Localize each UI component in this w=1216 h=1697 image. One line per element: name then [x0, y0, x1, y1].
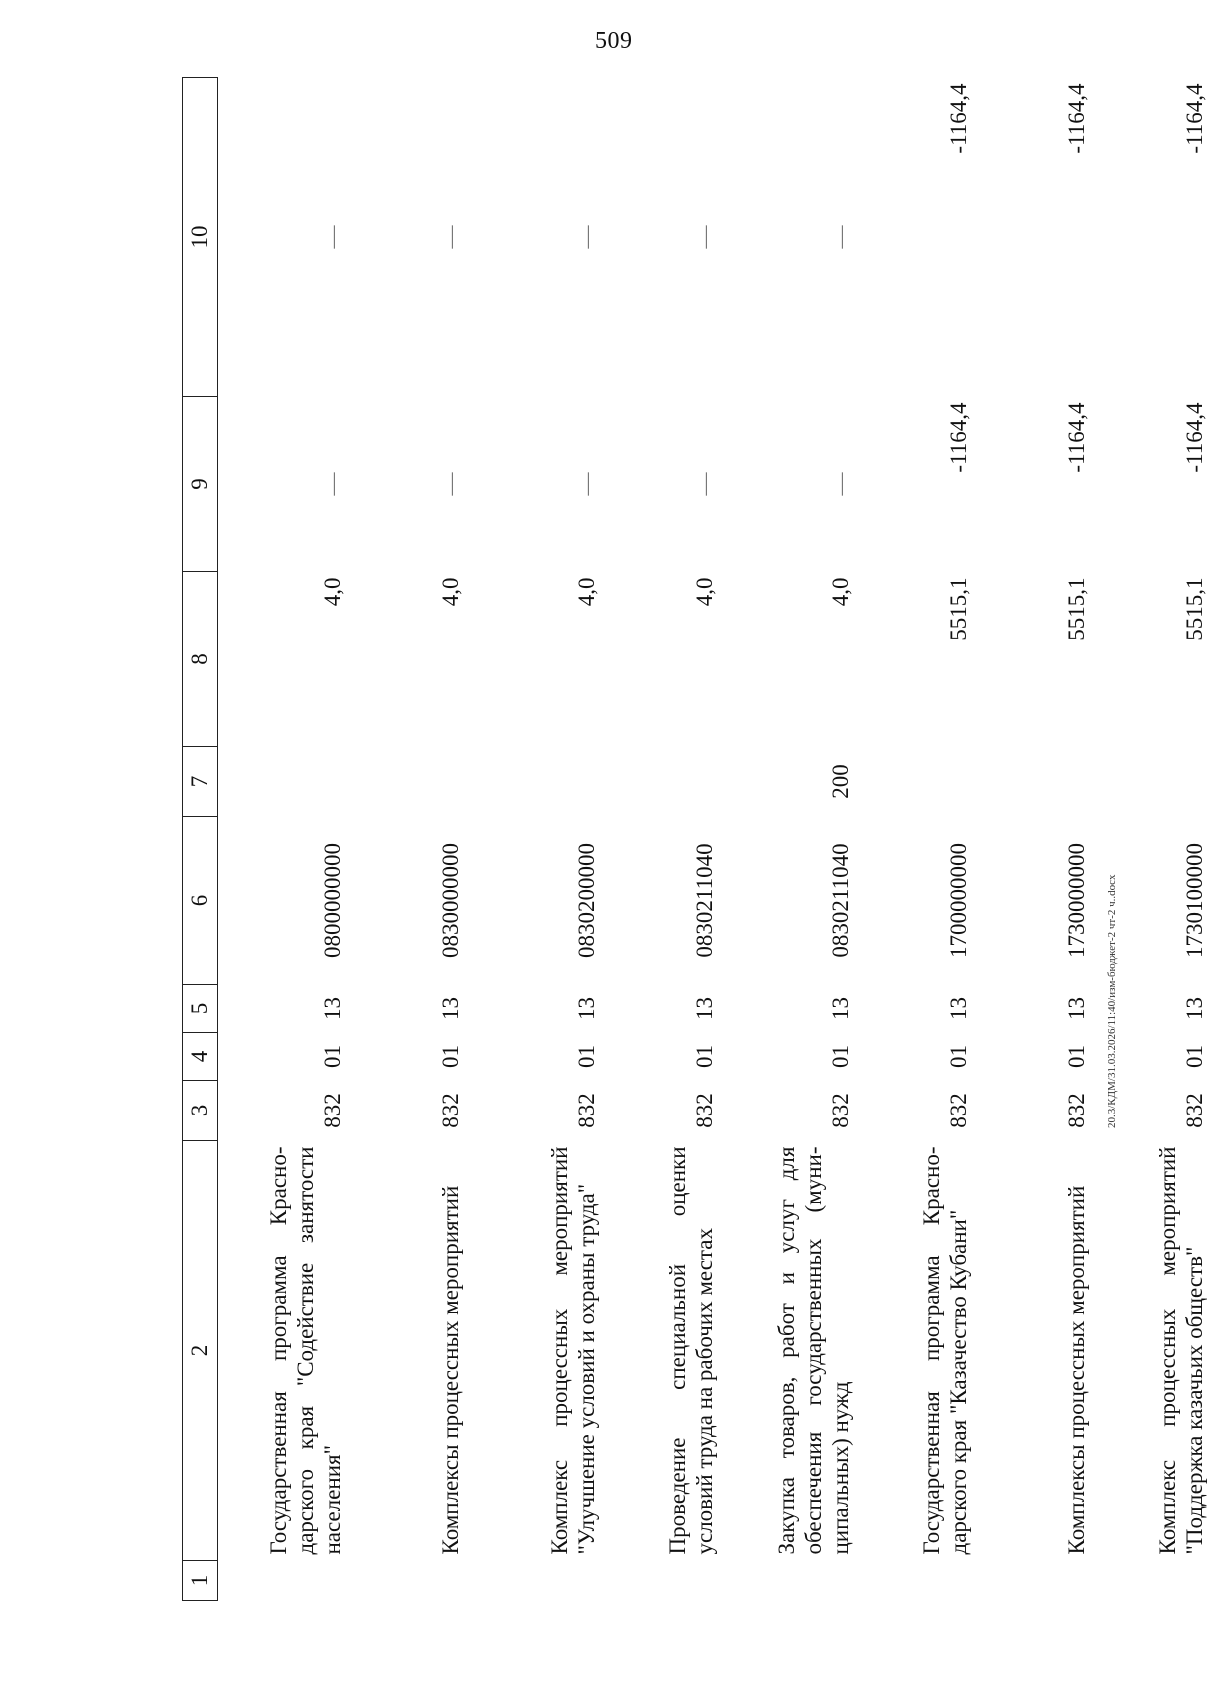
cell-col-4: 01 — [319, 1045, 345, 1068]
cell-col-9: -1164,4 — [945, 402, 971, 473]
cell-col-3: 832 — [1181, 1093, 1207, 1128]
cell-col-7 — [354, 747, 472, 817]
cell-col-7 — [608, 747, 726, 817]
cell-col-4: 01 — [945, 1045, 971, 1068]
header-col-3: 3 — [183, 1081, 218, 1141]
cell-col-7 — [1098, 747, 1216, 817]
table-row — [726, 78, 862, 1601]
cell-col-5: 13 — [437, 997, 463, 1020]
cell-col-10: — — [573, 225, 599, 249]
cell-col-6: 0830000000 — [437, 843, 463, 958]
cell-col-6: 0800000000 — [319, 843, 345, 958]
cell-col-10: -1164,4 — [1063, 83, 1089, 154]
cell-col-4: 01 — [1063, 1045, 1089, 1068]
cell-col-9: -1164,4 — [1181, 402, 1207, 473]
cell-col-9: — — [319, 472, 345, 496]
cell-col-1 — [608, 1561, 726, 1601]
cell-col-1 — [218, 1561, 355, 1601]
cell-col-3: 832 — [691, 1093, 717, 1128]
table-header-row — [183, 78, 218, 1601]
cell-col-6: 1730000000 — [1063, 843, 1089, 958]
cell-col-1 — [354, 1561, 472, 1601]
cell-col-8: 5515,1 — [1063, 577, 1089, 641]
header-col-6: 6 — [183, 817, 218, 985]
cell-col-8: 4,0 — [437, 577, 463, 607]
cell-col-3: 832 — [1063, 1093, 1089, 1128]
cell-col-9: — — [573, 472, 599, 496]
table-row — [980, 78, 1098, 1601]
cell-col-9: — — [827, 472, 853, 496]
cell-col-10: — — [827, 225, 853, 249]
cell-col-6: 0830200000 — [573, 843, 599, 958]
cell-col-7 — [218, 747, 355, 817]
cell-col-5: 13 — [827, 997, 853, 1020]
cell-col-7 — [472, 747, 608, 817]
page-number: 509 — [595, 28, 633, 54]
cell-col-1 — [472, 1561, 608, 1601]
cell-col-1 — [862, 1561, 980, 1601]
cell-col-7 — [980, 747, 1098, 817]
header-col-2: 2 — [183, 1141, 218, 1561]
cell-col-3: 832 — [573, 1093, 599, 1128]
cell-col-8: 5515,1 — [1181, 577, 1207, 641]
cell-col-8: 4,0 — [691, 577, 717, 607]
cell-col-5: 13 — [691, 997, 717, 1020]
cell-col-6: 1700000000 — [945, 843, 971, 958]
cell-col-1 — [726, 1561, 862, 1601]
cell-description: Комплекс процессных мероприятий "Поддержка казачьих обществ" — [1154, 1146, 1207, 1555]
cell-col-5: 13 — [945, 997, 971, 1020]
table-row — [608, 78, 726, 1601]
header-col-9: 9 — [183, 397, 218, 572]
cell-col-4: 01 — [437, 1045, 463, 1068]
header-col-8: 8 — [183, 572, 218, 747]
cell-col-5: 13 — [1063, 997, 1089, 1020]
header-col-4: 4 — [183, 1033, 218, 1081]
cell-col-9: — — [437, 472, 463, 496]
cell-col-3: 832 — [945, 1093, 971, 1128]
cell-description: Государственная программа Красно- дарского края "Казачество Кубани" — [918, 1146, 971, 1555]
cell-col-10: -1164,4 — [945, 83, 971, 154]
cell-col-4: 01 — [827, 1045, 853, 1068]
table-row — [354, 78, 472, 1601]
cell-col-9: -1164,4 — [1063, 402, 1089, 473]
cell-description: Закупка товаров, работ и услуг для обеспечения государственных (муни- ципальных) нужд — [773, 1146, 853, 1555]
table-row — [862, 78, 980, 1601]
cell-col-3: 832 — [827, 1093, 853, 1128]
footer-file-note-text: 20.3/КДМ/31.03.2026/11:40/изм-бюджет-2 чт-2 ч..docx — [1106, 874, 1118, 1128]
header-col-5: 5 — [183, 985, 218, 1033]
cell-col-1 — [980, 1561, 1098, 1601]
cell-col-7 — [862, 747, 980, 817]
cell-col-6: 0830211040 — [691, 843, 717, 958]
cell-col-4: 01 — [691, 1045, 717, 1068]
cell-col-6: 0830211040 — [827, 843, 853, 958]
table-row — [1098, 78, 1216, 1601]
cell-col-8: 4,0 — [827, 577, 853, 607]
cell-col-5: 13 — [1181, 997, 1207, 1020]
footer-file-note — [1106, 874, 1118, 1138]
cell-description: Комплекс процессных мероприятий "Улучшение условий и охраны труда" — [546, 1146, 599, 1555]
table-row — [472, 78, 608, 1601]
cell-col-8: 5515,1 — [945, 577, 971, 641]
cell-col-8: 4,0 — [573, 577, 599, 607]
cell-description: Проведение специальной оценки условий труда на рабочих местах — [664, 1146, 717, 1555]
cell-col-10: — — [691, 225, 717, 249]
cell-col-3: 832 — [319, 1093, 345, 1128]
cell-description: Государственная программа Красно- дарского края "Содействие занятости населения" — [265, 1146, 345, 1555]
cell-description: Комплексы процессных мероприятий — [1063, 1185, 1089, 1555]
cell-col-5: 13 — [319, 997, 345, 1020]
cell-col-10: — — [437, 225, 463, 249]
cell-col-6: 1730100000 — [1181, 843, 1207, 958]
cell-description: Комплексы процессных мероприятий — [437, 1185, 463, 1555]
budget-table — [182, 77, 1216, 1601]
cell-col-7: 200 — [827, 764, 853, 799]
cell-col-5: 13 — [573, 997, 599, 1020]
cell-col-4: 01 — [1181, 1045, 1207, 1068]
table-row — [218, 78, 355, 1601]
cell-col-3: 832 — [437, 1093, 463, 1128]
cell-col-8: 4,0 — [319, 577, 345, 607]
header-col-1: 1 — [183, 1561, 218, 1601]
cell-col-4: 01 — [573, 1045, 599, 1068]
cell-col-10: — — [319, 225, 345, 249]
cell-col-10: -1164,4 — [1181, 83, 1207, 154]
header-col-10: 10 — [183, 78, 218, 397]
header-col-7: 7 — [183, 747, 218, 817]
cell-col-9: — — [691, 472, 717, 496]
cell-col-1 — [1098, 1561, 1216, 1601]
